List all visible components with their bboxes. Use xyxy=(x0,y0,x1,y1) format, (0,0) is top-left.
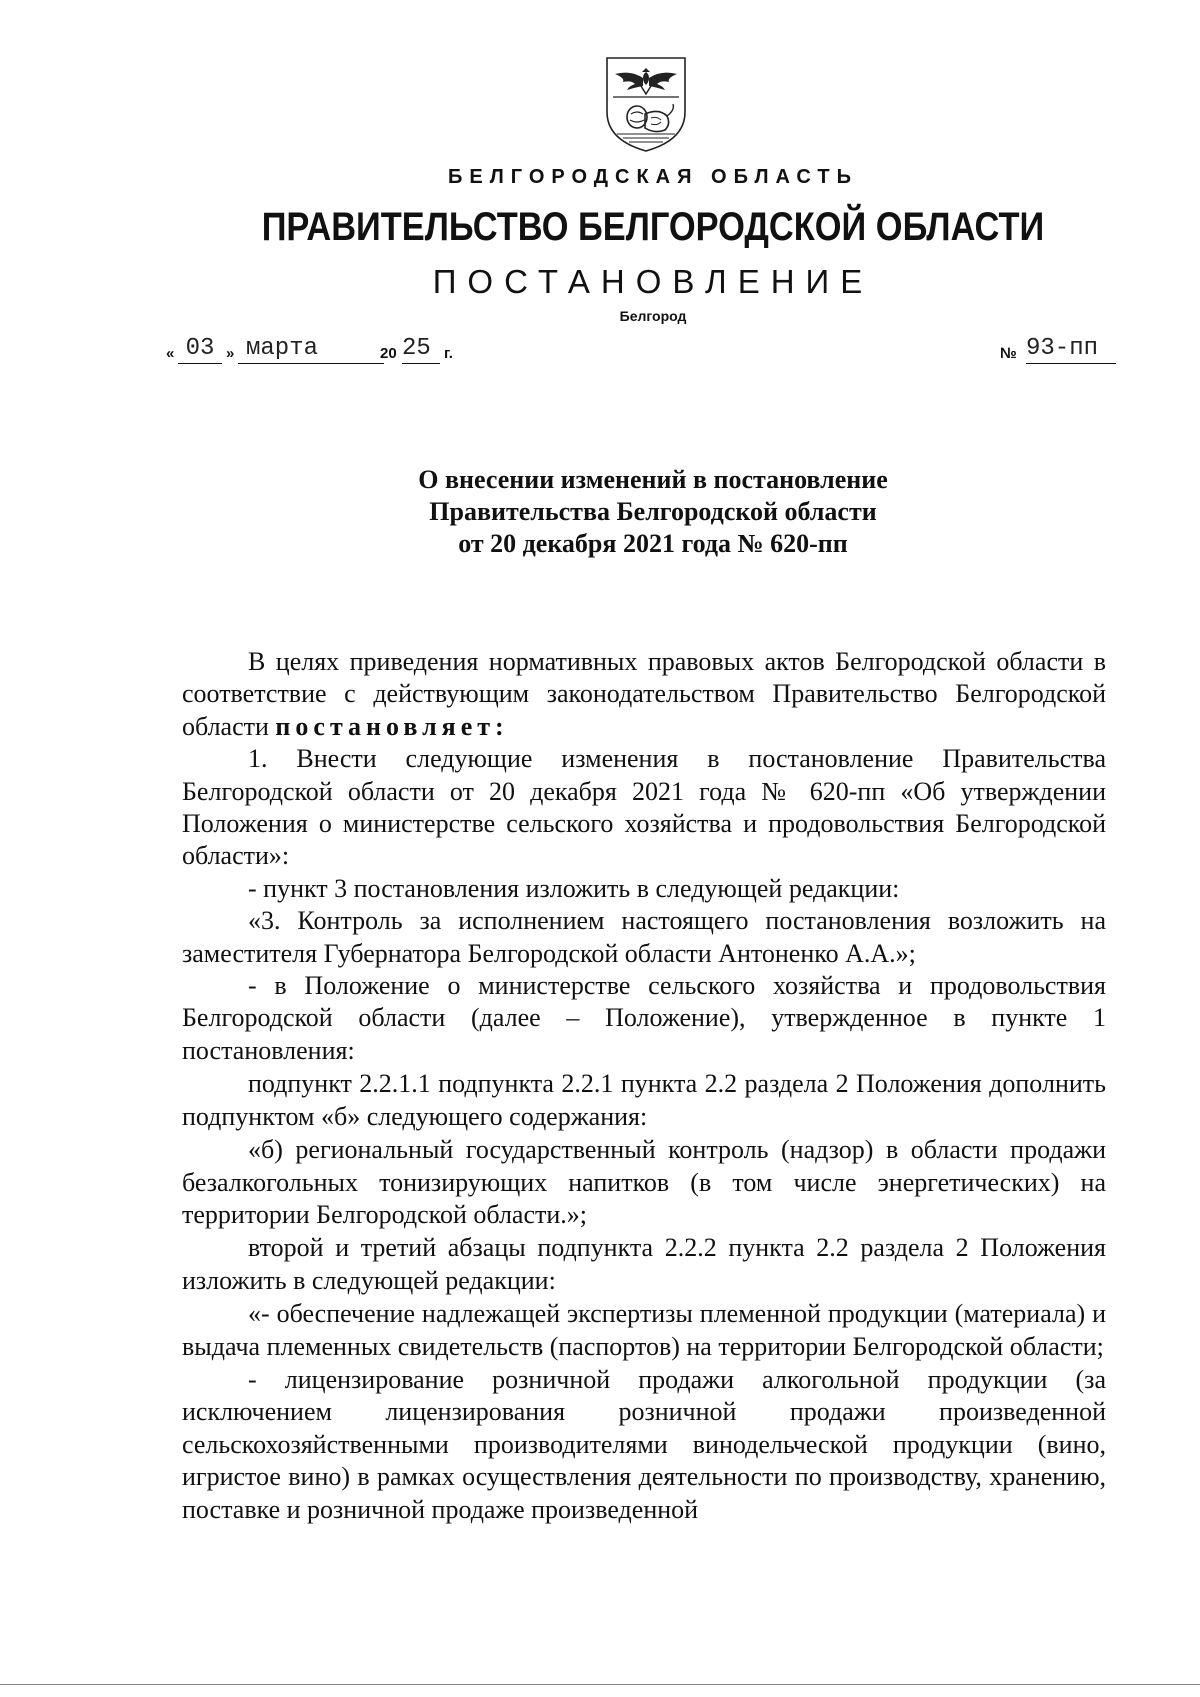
title-line-3: от 20 декабря 2021 года № 620-пп xyxy=(458,529,848,558)
paragraph-control: «3. Контроль за исполнением настоящего постановления возложить на заместителя Губернатора Белгородской области Антоненко А.А.»; xyxy=(182,906,1106,968)
date-day: 03 xyxy=(178,335,222,364)
region-name: БЕЛГОРОДСКАЯ ОБЛАСТЬ xyxy=(448,166,858,188)
preamble-text: В целях приведения нормативных правовых актов Белгородской области в соответствие с действующим законодательством Правительство Белгородской области xyxy=(182,647,1106,741)
paragraph-preamble xyxy=(182,646,1106,743)
document-type: ПОСТАНОВЛЕНИЕ xyxy=(432,263,874,300)
paragraph-second-third: второй и третий абзацы подпункта 2.2.2 пункта 2.2 раздела 2 Положения изложить в следующей редакции: xyxy=(182,1233,1106,1295)
paragraph-regulation: - в Положение о министерстве сельского хозяйства и продовольствия Белгородской области (далее – Положение), утвержденное в пункте 1 постановления: xyxy=(182,971,1106,1065)
date-month: марта xyxy=(238,335,384,364)
number-prefix: № xyxy=(1000,345,1017,362)
paragraph-subpoint: подпункт 2.2.1.1 подпункта 2.2.1 пункта 2.2 раздела 2 Положения дополнить подпунктом «б» следующего содержания: xyxy=(182,1069,1106,1131)
coat-of-arms-emblem xyxy=(601,54,691,154)
title-line-1: О внесении изменений в постановление xyxy=(418,465,888,494)
date-open-quote: « xyxy=(166,345,175,362)
document-body xyxy=(182,646,1106,1526)
title-line-2: Правительства Белгородской области xyxy=(429,497,877,526)
paragraph-control-b: «б) региональный государственный контроль (надзор) в области продажи безалкогольных тонизирующих напитков (в том числе энергетических) на территории Белгородской области.»; xyxy=(182,1135,1106,1229)
paragraph-licensing: - лицензирование розничной продажи алкогольной продукции (за исключением лицензирования розничной продажи произведенной сельскохозяйственными производителями винодельческой продукции (вино, игристое вино) в рамках осуществления деятельности по производству, хранению, поставке и розничной продаже произведенной xyxy=(182,1364,1106,1524)
city-name: Белгород xyxy=(619,308,687,324)
date-close-quote: » xyxy=(226,345,235,362)
page-bottom-rule xyxy=(0,1684,1200,1685)
paragraph-item-point3: - пункт 3 постановления изложить в следующей редакции: xyxy=(248,873,900,903)
date-year-prefix: 20 xyxy=(380,345,397,362)
date-number-line xyxy=(166,332,1116,366)
document-number: 93-пп xyxy=(1026,335,1116,364)
date-year-suffix: 25 xyxy=(402,335,440,364)
paragraph-expertise: «- обеспечение надлежащей экспертизы племенной продукции (материала) и выдача племенных свидетельств (паспортов) на территории Белгородской области; xyxy=(182,1299,1106,1361)
date-year-unit: г. xyxy=(444,345,453,362)
paragraph-item-1: 1. Внести следующие изменения в постановление Правительства Белгородской области от 20 декабря 2021 года № 620-пп «Об утверждении Положения о министерстве сельского хозяйства и продовольствия Белгородской области»: xyxy=(182,744,1106,871)
document-title xyxy=(0,464,1200,560)
government-name: ПРАВИТЕЛЬСТВО БЕЛГОРОДСКОЙ ОБЛАСТИ xyxy=(261,205,1045,249)
decree-word: постановляет: xyxy=(275,711,509,741)
